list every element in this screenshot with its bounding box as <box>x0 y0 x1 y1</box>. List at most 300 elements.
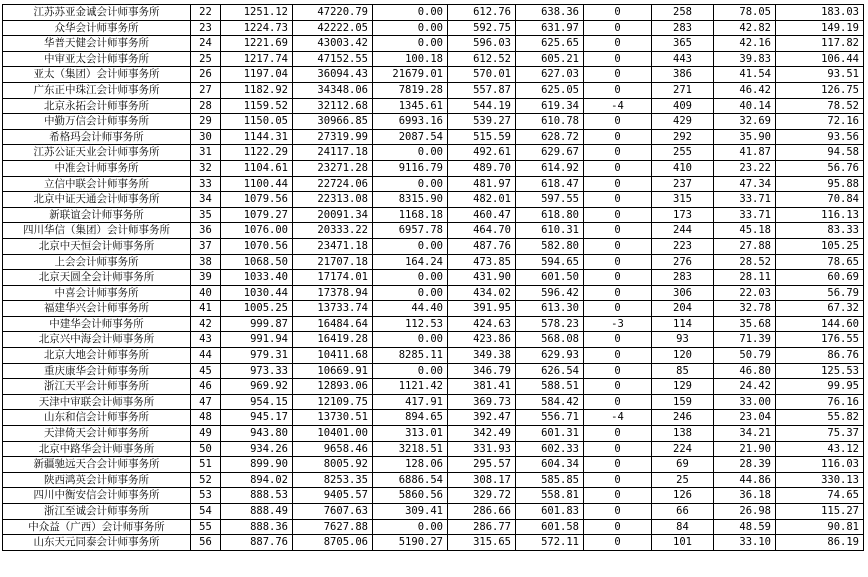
revenue-cell: 17378.94 <box>293 285 373 301</box>
rank-cell: 34 <box>191 192 221 208</box>
col10-cell: 67.32 <box>776 301 864 317</box>
other-cell: 0.00 <box>373 285 448 301</box>
firm-name-cell: 新疆驰远天合会计师事务所 <box>3 457 191 473</box>
col5-cell: 286.66 <box>448 504 516 520</box>
col6-cell: 601.83 <box>516 504 584 520</box>
table-row <box>3 379 864 395</box>
firm-name-cell: 浙江至诚会计师事务所 <box>3 504 191 520</box>
count-cell: 85 <box>652 363 714 379</box>
deduct-cell: 0 <box>584 519 652 535</box>
deduct-cell: 0 <box>584 67 652 83</box>
deduct-cell: 0 <box>584 114 652 130</box>
deduct-cell: 0 <box>584 129 652 145</box>
count-cell: 237 <box>652 176 714 192</box>
revenue-cell: 34348.06 <box>293 82 373 98</box>
rank-cell: 54 <box>191 504 221 520</box>
col9-cell: 33.71 <box>714 192 776 208</box>
score-cell: 934.26 <box>221 441 293 457</box>
score-cell: 1033.40 <box>221 270 293 286</box>
rank-cell: 39 <box>191 270 221 286</box>
col5-cell: 482.01 <box>448 192 516 208</box>
revenue-cell: 12893.06 <box>293 379 373 395</box>
col5-cell: 592.75 <box>448 20 516 36</box>
col10-cell: 93.56 <box>776 129 864 145</box>
col6-cell: 585.85 <box>516 472 584 488</box>
table-row <box>3 192 864 208</box>
firm-name-cell: 中众益（广西）会计师事务所 <box>3 519 191 535</box>
firm-name-cell: 上会会计师事务所 <box>3 254 191 270</box>
table-row <box>3 348 864 364</box>
score-cell: 1100.44 <box>221 176 293 192</box>
col9-cell: 28.39 <box>714 457 776 473</box>
rank-cell: 37 <box>191 238 221 254</box>
count-cell: 429 <box>652 114 714 130</box>
col6-cell: 572.11 <box>516 535 584 551</box>
deduct-cell: 0 <box>584 488 652 504</box>
rank-cell: 33 <box>191 176 221 192</box>
deduct-cell: 0 <box>584 160 652 176</box>
col9-cell: 42.16 <box>714 36 776 52</box>
score-cell: 1122.29 <box>221 145 293 161</box>
firm-ranking-table <box>2 4 864 551</box>
col6-cell: 626.54 <box>516 363 584 379</box>
col10-cell: 116.03 <box>776 457 864 473</box>
count-cell: 120 <box>652 348 714 364</box>
col9-cell: 40.14 <box>714 98 776 114</box>
revenue-cell: 23271.28 <box>293 160 373 176</box>
table-row <box>3 207 864 223</box>
col6-cell: 610.31 <box>516 223 584 239</box>
col5-cell: 315.65 <box>448 535 516 551</box>
other-cell: 0.00 <box>373 363 448 379</box>
count-cell: 138 <box>652 426 714 442</box>
deduct-cell: 0 <box>584 223 652 239</box>
count-cell: 69 <box>652 457 714 473</box>
count-cell: 126 <box>652 488 714 504</box>
col10-cell: 116.13 <box>776 207 864 223</box>
score-cell: 1005.25 <box>221 301 293 317</box>
col5-cell: 286.77 <box>448 519 516 535</box>
score-cell: 894.02 <box>221 472 293 488</box>
rank-cell: 46 <box>191 379 221 395</box>
score-cell: 1150.05 <box>221 114 293 130</box>
table-row <box>3 426 864 442</box>
table-row <box>3 36 864 52</box>
score-cell: 1068.50 <box>221 254 293 270</box>
col6-cell: 568.08 <box>516 332 584 348</box>
table-row <box>3 20 864 36</box>
score-cell: 1251.12 <box>221 5 293 21</box>
col6-cell: 629.93 <box>516 348 584 364</box>
other-cell: 0.00 <box>373 20 448 36</box>
rank-cell: 30 <box>191 129 221 145</box>
other-cell: 3218.51 <box>373 441 448 457</box>
col6-cell: 604.34 <box>516 457 584 473</box>
revenue-cell: 10401.00 <box>293 426 373 442</box>
col9-cell: 39.83 <box>714 51 776 67</box>
other-cell: 5190.27 <box>373 535 448 551</box>
other-cell: 309.41 <box>373 504 448 520</box>
col5-cell: 489.70 <box>448 160 516 176</box>
count-cell: 409 <box>652 98 714 114</box>
firm-name-cell: 天津倚天会计师事务所 <box>3 426 191 442</box>
col9-cell: 71.39 <box>714 332 776 348</box>
count-cell: 443 <box>652 51 714 67</box>
col6-cell: 601.31 <box>516 426 584 442</box>
deduct-cell: 0 <box>584 238 652 254</box>
col5-cell: 349.38 <box>448 348 516 364</box>
score-cell: 1079.27 <box>221 207 293 223</box>
other-cell: 1345.61 <box>373 98 448 114</box>
table-row <box>3 535 864 551</box>
revenue-cell: 20333.22 <box>293 223 373 239</box>
rank-cell: 27 <box>191 82 221 98</box>
col6-cell: 631.97 <box>516 20 584 36</box>
count-cell: 173 <box>652 207 714 223</box>
revenue-cell: 16484.64 <box>293 316 373 332</box>
firm-name-cell: 江苏公证天业会计师事务所 <box>3 145 191 161</box>
revenue-cell: 22313.08 <box>293 192 373 208</box>
other-cell: 417.91 <box>373 394 448 410</box>
col5-cell: 464.70 <box>448 223 516 239</box>
revenue-cell: 27319.99 <box>293 129 373 145</box>
other-cell: 894.65 <box>373 410 448 426</box>
col5-cell: 346.79 <box>448 363 516 379</box>
table-body <box>3 5 864 551</box>
revenue-cell: 20091.34 <box>293 207 373 223</box>
count-cell: 66 <box>652 504 714 520</box>
revenue-cell: 21707.18 <box>293 254 373 270</box>
col5-cell: 460.47 <box>448 207 516 223</box>
firm-name-cell: 北京兴中海会计师事务所 <box>3 332 191 348</box>
table-row <box>3 363 864 379</box>
col5-cell: 544.19 <box>448 98 516 114</box>
other-cell: 0.00 <box>373 519 448 535</box>
revenue-cell: 22724.06 <box>293 176 373 192</box>
other-cell: 9116.79 <box>373 160 448 176</box>
revenue-cell: 10411.68 <box>293 348 373 364</box>
count-cell: 271 <box>652 82 714 98</box>
col9-cell: 24.42 <box>714 379 776 395</box>
col6-cell: 625.05 <box>516 82 584 98</box>
rank-cell: 24 <box>191 36 221 52</box>
firm-name-cell: 北京中证天通会计师事务所 <box>3 192 191 208</box>
col10-cell: 83.33 <box>776 223 864 239</box>
table-row <box>3 223 864 239</box>
revenue-cell: 8253.35 <box>293 472 373 488</box>
revenue-cell: 30966.85 <box>293 114 373 130</box>
col10-cell: 43.12 <box>776 441 864 457</box>
rank-cell: 52 <box>191 472 221 488</box>
count-cell: 84 <box>652 519 714 535</box>
col6-cell: 588.51 <box>516 379 584 395</box>
col5-cell: 570.01 <box>448 67 516 83</box>
col9-cell: 23.22 <box>714 160 776 176</box>
revenue-cell: 24117.18 <box>293 145 373 161</box>
score-cell: 1070.56 <box>221 238 293 254</box>
col6-cell: 618.80 <box>516 207 584 223</box>
firm-name-cell: 四川华信（集团）会计师事务所 <box>3 223 191 239</box>
col10-cell: 56.79 <box>776 285 864 301</box>
other-cell: 0.00 <box>373 145 448 161</box>
count-cell: 292 <box>652 129 714 145</box>
other-cell: 0.00 <box>373 332 448 348</box>
revenue-cell: 8705.06 <box>293 535 373 551</box>
col10-cell: 86.19 <box>776 535 864 551</box>
revenue-cell: 36094.43 <box>293 67 373 83</box>
col9-cell: 26.98 <box>714 504 776 520</box>
other-cell: 1168.18 <box>373 207 448 223</box>
other-cell: 1121.42 <box>373 379 448 395</box>
score-cell: 945.17 <box>221 410 293 426</box>
count-cell: 101 <box>652 535 714 551</box>
score-cell: 1221.69 <box>221 36 293 52</box>
col6-cell: 610.78 <box>516 114 584 130</box>
col6-cell: 601.50 <box>516 270 584 286</box>
col10-cell: 94.58 <box>776 145 864 161</box>
deduct-cell: 0 <box>584 535 652 551</box>
deduct-cell: 0 <box>584 207 652 223</box>
rank-cell: 56 <box>191 535 221 551</box>
score-cell: 999.87 <box>221 316 293 332</box>
deduct-cell: -3 <box>584 316 652 332</box>
col6-cell: 619.34 <box>516 98 584 114</box>
col5-cell: 612.52 <box>448 51 516 67</box>
col9-cell: 35.90 <box>714 129 776 145</box>
other-cell: 8285.11 <box>373 348 448 364</box>
table-row <box>3 519 864 535</box>
other-cell: 6886.54 <box>373 472 448 488</box>
col9-cell: 21.90 <box>714 441 776 457</box>
score-cell: 1079.56 <box>221 192 293 208</box>
count-cell: 159 <box>652 394 714 410</box>
score-cell: 1182.92 <box>221 82 293 98</box>
count-cell: 114 <box>652 316 714 332</box>
rank-cell: 31 <box>191 145 221 161</box>
deduct-cell: -4 <box>584 410 652 426</box>
col6-cell: 582.80 <box>516 238 584 254</box>
col9-cell: 33.10 <box>714 535 776 551</box>
score-cell: 1030.44 <box>221 285 293 301</box>
col6-cell: 596.42 <box>516 285 584 301</box>
col9-cell: 46.42 <box>714 82 776 98</box>
score-cell: 1224.73 <box>221 20 293 36</box>
col10-cell: 117.82 <box>776 36 864 52</box>
col5-cell: 381.41 <box>448 379 516 395</box>
col6-cell: 578.23 <box>516 316 584 332</box>
revenue-cell: 32112.68 <box>293 98 373 114</box>
deduct-cell: 0 <box>584 5 652 21</box>
col6-cell: 629.67 <box>516 145 584 161</box>
col9-cell: 32.69 <box>714 114 776 130</box>
firm-name-cell: 北京中天恒会计师事务所 <box>3 238 191 254</box>
col10-cell: 86.76 <box>776 348 864 364</box>
deduct-cell: 0 <box>584 426 652 442</box>
deduct-cell: 0 <box>584 301 652 317</box>
table-row <box>3 504 864 520</box>
col10-cell: 144.60 <box>776 316 864 332</box>
deduct-cell: 0 <box>584 472 652 488</box>
col9-cell: 41.87 <box>714 145 776 161</box>
count-cell: 244 <box>652 223 714 239</box>
revenue-cell: 8005.92 <box>293 457 373 473</box>
count-cell: 365 <box>652 36 714 52</box>
score-cell: 1159.52 <box>221 98 293 114</box>
rank-cell: 44 <box>191 348 221 364</box>
col5-cell: 329.72 <box>448 488 516 504</box>
col6-cell: 602.33 <box>516 441 584 457</box>
col6-cell: 618.47 <box>516 176 584 192</box>
table-row <box>3 472 864 488</box>
other-cell: 128.06 <box>373 457 448 473</box>
rank-cell: 43 <box>191 332 221 348</box>
other-cell: 6957.78 <box>373 223 448 239</box>
deduct-cell: 0 <box>584 394 652 410</box>
rank-cell: 41 <box>191 301 221 317</box>
col6-cell: 601.58 <box>516 519 584 535</box>
col9-cell: 44.86 <box>714 472 776 488</box>
col9-cell: 45.18 <box>714 223 776 239</box>
rank-cell: 28 <box>191 98 221 114</box>
rank-cell: 42 <box>191 316 221 332</box>
col10-cell: 70.84 <box>776 192 864 208</box>
other-cell: 21679.01 <box>373 67 448 83</box>
table-row <box>3 316 864 332</box>
deduct-cell: 0 <box>584 285 652 301</box>
table-row <box>3 301 864 317</box>
score-cell: 991.94 <box>221 332 293 348</box>
col9-cell: 41.54 <box>714 67 776 83</box>
other-cell: 7819.28 <box>373 82 448 98</box>
col5-cell: 612.76 <box>448 5 516 21</box>
col10-cell: 149.19 <box>776 20 864 36</box>
table-row <box>3 82 864 98</box>
revenue-cell: 7627.88 <box>293 519 373 535</box>
deduct-cell: 0 <box>584 20 652 36</box>
table-row <box>3 238 864 254</box>
col5-cell: 515.59 <box>448 129 516 145</box>
rank-cell: 29 <box>191 114 221 130</box>
firm-name-cell: 陕西鸿英会计师事务所 <box>3 472 191 488</box>
col5-cell: 431.90 <box>448 270 516 286</box>
rank-cell: 23 <box>191 20 221 36</box>
table-row <box>3 114 864 130</box>
count-cell: 283 <box>652 270 714 286</box>
col5-cell: 295.57 <box>448 457 516 473</box>
table-row <box>3 441 864 457</box>
rank-cell: 32 <box>191 160 221 176</box>
rank-cell: 49 <box>191 426 221 442</box>
count-cell: 25 <box>652 472 714 488</box>
col10-cell: 90.81 <box>776 519 864 535</box>
count-cell: 255 <box>652 145 714 161</box>
table-row <box>3 5 864 21</box>
deduct-cell: 0 <box>584 504 652 520</box>
deduct-cell: 0 <box>584 176 652 192</box>
count-cell: 410 <box>652 160 714 176</box>
revenue-cell: 9405.57 <box>293 488 373 504</box>
score-cell: 943.80 <box>221 426 293 442</box>
col9-cell: 47.34 <box>714 176 776 192</box>
col5-cell: 492.61 <box>448 145 516 161</box>
col9-cell: 33.71 <box>714 207 776 223</box>
other-cell: 2087.54 <box>373 129 448 145</box>
col9-cell: 42.82 <box>714 20 776 36</box>
count-cell: 306 <box>652 285 714 301</box>
count-cell: 93 <box>652 332 714 348</box>
other-cell: 100.18 <box>373 51 448 67</box>
firm-name-cell: 华普天健会计师事务所 <box>3 36 191 52</box>
deduct-cell: 0 <box>584 457 652 473</box>
table-row <box>3 254 864 270</box>
rank-cell: 40 <box>191 285 221 301</box>
col9-cell: 34.21 <box>714 426 776 442</box>
col10-cell: 105.25 <box>776 238 864 254</box>
firm-name-cell: 亚太（集团）会计师事务所 <box>3 67 191 83</box>
revenue-cell: 9658.46 <box>293 441 373 457</box>
firm-name-cell: 浙江天平会计师事务所 <box>3 379 191 395</box>
revenue-cell: 13730.51 <box>293 410 373 426</box>
deduct-cell: 0 <box>584 379 652 395</box>
revenue-cell: 43003.42 <box>293 36 373 52</box>
col10-cell: 75.37 <box>776 426 864 442</box>
score-cell: 899.90 <box>221 457 293 473</box>
col5-cell: 557.87 <box>448 82 516 98</box>
col10-cell: 115.27 <box>776 504 864 520</box>
col10-cell: 99.95 <box>776 379 864 395</box>
score-cell: 887.76 <box>221 535 293 551</box>
count-cell: 258 <box>652 5 714 21</box>
other-cell: 0.00 <box>373 5 448 21</box>
firm-name-cell: 北京中路华会计师事务所 <box>3 441 191 457</box>
rank-cell: 50 <box>191 441 221 457</box>
score-cell: 1217.74 <box>221 51 293 67</box>
table-row <box>3 176 864 192</box>
table-row <box>3 410 864 426</box>
table-row <box>3 160 864 176</box>
col5-cell: 487.76 <box>448 238 516 254</box>
firm-name-cell: 四川中衡安信会计师事务所 <box>3 488 191 504</box>
deduct-cell: 0 <box>584 254 652 270</box>
other-cell: 112.53 <box>373 316 448 332</box>
col6-cell: 594.65 <box>516 254 584 270</box>
rank-cell: 35 <box>191 207 221 223</box>
col9-cell: 35.68 <box>714 316 776 332</box>
col9-cell: 22.03 <box>714 285 776 301</box>
firm-name-cell: 北京大地会计师事务所 <box>3 348 191 364</box>
col10-cell: 183.03 <box>776 5 864 21</box>
count-cell: 276 <box>652 254 714 270</box>
col10-cell: 330.13 <box>776 472 864 488</box>
count-cell: 224 <box>652 441 714 457</box>
firm-name-cell: 广东正中珠江会计师事务所 <box>3 82 191 98</box>
col10-cell: 93.51 <box>776 67 864 83</box>
deduct-cell: 0 <box>584 192 652 208</box>
score-cell: 973.33 <box>221 363 293 379</box>
col6-cell: 556.71 <box>516 410 584 426</box>
table-row <box>3 145 864 161</box>
col9-cell: 27.88 <box>714 238 776 254</box>
score-cell: 1076.00 <box>221 223 293 239</box>
col6-cell: 605.21 <box>516 51 584 67</box>
revenue-cell: 16419.28 <box>293 332 373 348</box>
col10-cell: 78.65 <box>776 254 864 270</box>
score-cell: 888.53 <box>221 488 293 504</box>
col9-cell: 23.04 <box>714 410 776 426</box>
col5-cell: 434.02 <box>448 285 516 301</box>
col10-cell: 176.55 <box>776 332 864 348</box>
rank-cell: 36 <box>191 223 221 239</box>
